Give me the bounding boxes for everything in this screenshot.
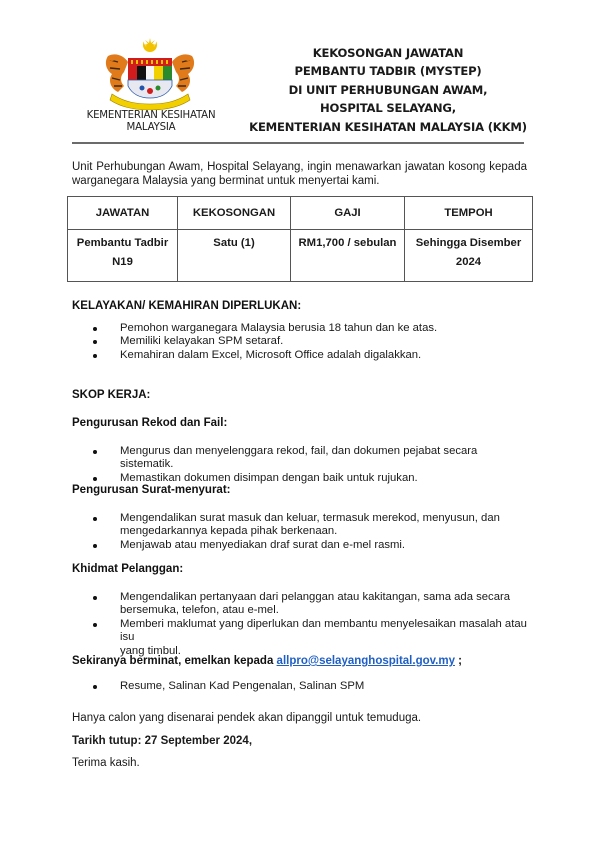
- cell-jawatan-line1: Pembantu Tadbir: [76, 237, 169, 249]
- bullet-icon: [93, 685, 97, 689]
- title-line: HOSPITAL SELAYANG,: [320, 101, 456, 116]
- cell-jawatan: [68, 230, 178, 282]
- bullet-icon: [93, 450, 97, 454]
- customer-service-list: [72, 591, 532, 658]
- list-item-text: Pemohon warganegara Malaysia berusia 18 tahun dan ke atas.: [120, 322, 438, 334]
- list-item: [72, 618, 532, 658]
- vacancy-table: [67, 196, 533, 282]
- cell-tempoh: [405, 230, 533, 282]
- intro-line2: warganegara Malaysia yang berminat untuk menyertai kami.: [72, 175, 380, 187]
- list-item: [72, 680, 532, 693]
- list-item: [72, 591, 532, 618]
- ministry-name-line2: MALAYSIA: [126, 122, 176, 133]
- column-header-jawatan: JAWATAN: [68, 197, 178, 230]
- column-header-tempoh: TEMPOH: [405, 197, 533, 230]
- records-subheading: Pengurusan Rekod dan Fail:: [72, 417, 228, 429]
- title-line: KEMENTERIAN KESIHATAN MALAYSIA (KKM): [249, 119, 527, 134]
- intro-paragraph: [72, 160, 527, 188]
- table-row: [68, 230, 533, 282]
- list-item-text-continued: yang timbul.: [120, 644, 181, 657]
- correspondence-list: [72, 512, 532, 552]
- cell-gaji: RM1,700 / sebulan: [291, 230, 405, 282]
- title-line: PEMBANTU TADBIR (MYSTEP): [294, 64, 482, 79]
- title-line: KEKOSONGAN JAWATAN: [312, 46, 464, 60]
- cell-jawatan-line2: N19: [112, 256, 133, 268]
- bullet-icon: [93, 596, 97, 600]
- document-title: [238, 44, 538, 136]
- list-item-text: Memberi maklumat yang diperlukan dan membantu menyelesaikan masalah atau isu: [120, 617, 527, 644]
- documents-list: [72, 680, 532, 693]
- ministry-name-line1: KEMENTERIAN KESIHATAN: [86, 110, 216, 121]
- list-item-text: Memastikan dokumen disimpan dengan baik untuk rujukan.: [120, 471, 418, 484]
- ministry-name: [72, 110, 230, 134]
- list-item-text: Mengurus dan menyelenggara rekod, fail, dan dokumen pejabat secara sistematik.: [120, 445, 478, 471]
- intro-line1: Unit Perhubungan Awam, Hospital Selayang, ingin menawarkan jawatan kosong kepada: [72, 161, 527, 173]
- list-item-text: Resume, Salinan Kad Pengenalan, Salinan SPM: [120, 680, 365, 692]
- list-item: [72, 349, 532, 362]
- qualifications-list: [72, 322, 532, 362]
- list-item-text: Menjawab atau menyediakan draf surat dan e-mel rasmi.: [120, 538, 406, 551]
- bullet-icon: [93, 623, 97, 627]
- list-item-text: Mengendalikan surat masuk dan keluar, termasuk merekod, menyusun, dan: [120, 512, 500, 524]
- cell-tempoh-line2: 2024: [455, 256, 482, 268]
- column-header-gaji: GAJI: [291, 197, 405, 230]
- correspondence-subheading: Pengurusan Surat-menyurat:: [72, 484, 231, 496]
- list-item: [72, 322, 532, 335]
- apply-instruction: [72, 655, 462, 667]
- records-list: [72, 445, 532, 485]
- header-divider: [72, 142, 524, 144]
- shortlist-note: Hanya calon yang disenarai pendek akan dipanggil untuk temuduga.: [72, 712, 422, 724]
- title-line: DI UNIT PERHUBUNGAN AWAM,: [288, 82, 488, 97]
- bullet-icon: [93, 544, 97, 548]
- list-item-text-continued: bersemuka, telefon, atau e-mel.: [120, 604, 279, 617]
- customer-service-subheading: Khidmat Pelanggan:: [72, 563, 184, 575]
- list-item: [72, 512, 532, 539]
- malaysia-coat-of-arms-icon: [98, 36, 202, 110]
- bullet-icon: [93, 327, 97, 331]
- list-item-text: Memiliki kelayakan SPM setaraf.: [120, 335, 284, 348]
- apply-suffix: ;: [454, 655, 463, 667]
- email-link[interactable]: allpro@selayanghospital.gov.my: [276, 655, 455, 667]
- bullet-icon: [93, 477, 97, 481]
- closing-date: Tarikh tutup: 27 September 2024,: [72, 735, 253, 747]
- list-item-text-continued: mengedarkannya kepada pihak berkenaan.: [120, 525, 338, 538]
- cell-kekosongan: Satu (1): [178, 230, 291, 282]
- list-item: [72, 539, 532, 552]
- scope-heading: SKOP KERJA:: [72, 389, 151, 401]
- column-header-kekosongan: KEKOSONGAN: [178, 197, 291, 230]
- bullet-icon: [93, 517, 97, 521]
- list-item-text: Mengendalikan pertanyaan dari pelanggan atau kakitangan, sama ada secara: [120, 591, 511, 603]
- bullet-icon: [93, 354, 97, 358]
- list-item: [72, 445, 532, 472]
- thanks-text: Terima kasih.: [72, 757, 140, 769]
- table-header-row: [68, 197, 533, 230]
- qualifications-heading: KELAYAKAN/ KEMAHIRAN DIPERLUKAN:: [72, 300, 302, 312]
- list-item: [72, 335, 532, 348]
- cell-tempoh-line1: Sehingga Disember: [415, 237, 522, 249]
- list-item-text: Kemahiran dalam Excel, Microsoft Office adalah digalakkan.: [120, 348, 422, 361]
- bullet-icon: [93, 340, 97, 344]
- apply-prefix: Sekiranya berminat, emelkan kepada: [72, 655, 277, 667]
